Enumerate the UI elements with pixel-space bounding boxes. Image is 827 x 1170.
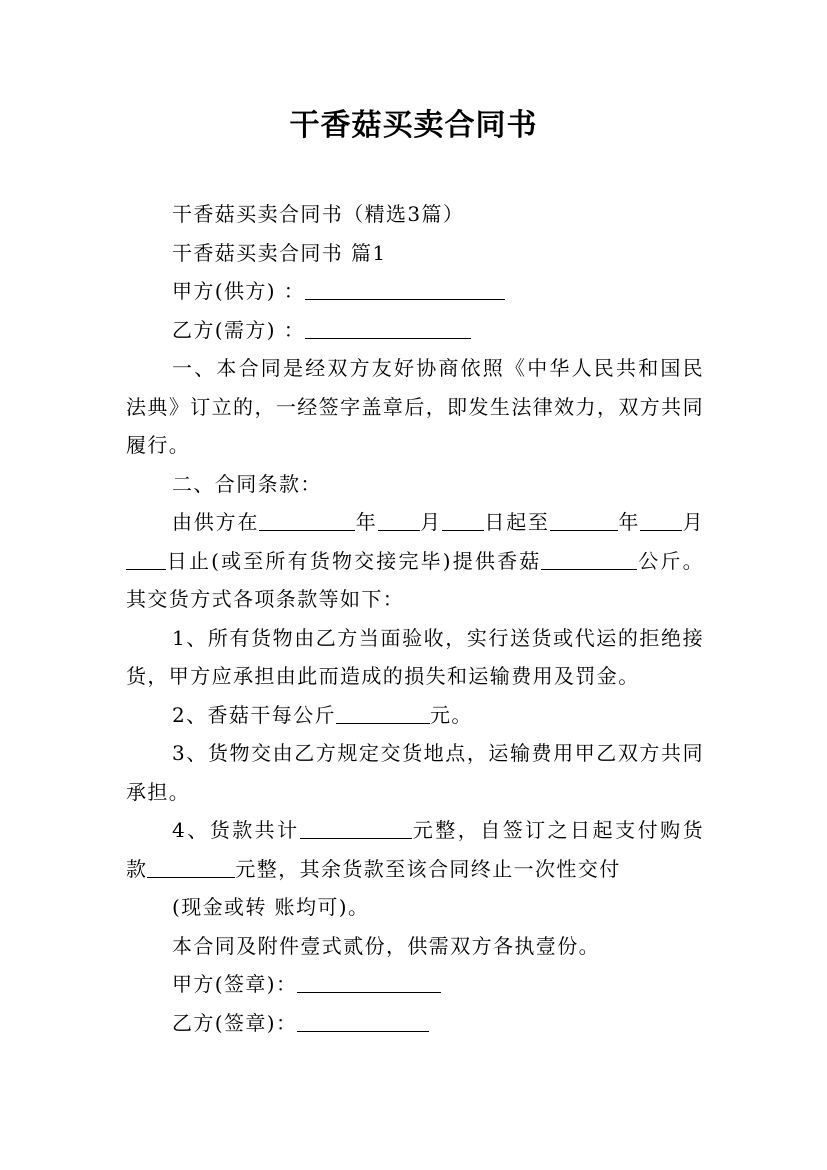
clause-2-text: 公斤。其交货方式各项条款等如下： [126,548,705,611]
end-day-blank[interactable] [126,549,166,570]
subtitle-line: 干香菇买卖合同书（精选3篇） [172,202,465,226]
clause-1: 一、本合同是经双方友好协商依照《中华人民共和国民法典》订立的，一经签字盖章后，即发生法律效力，双方共同履行。 [126,356,704,457]
clause-2-text: 月 [419,510,442,534]
start-day-blank[interactable] [442,510,484,531]
quantity-blank[interactable] [541,549,637,570]
document-title: 干香菇买卖合同书 [289,108,538,143]
end-year-blank[interactable] [550,510,618,531]
clause-2-text: 年 [617,510,641,534]
copies-line: 本合同及附件壹式贰份，供需双方各执壹份。 [172,933,600,958]
clause-2-text: 月 [682,510,704,534]
sign-b-label: 乙方(签章)： [172,1010,298,1035]
item-4 [126,811,704,888]
clause-2-text: 日起至 [483,510,550,534]
item-4-payment-note: (现金或转 账均可)。 [172,895,370,919]
party-a-line [126,272,704,311]
party-b-blank[interactable] [305,318,471,339]
item-4-text: 元整，其余货款至该合同终止一次性交付 [235,856,621,881]
party-b-label: 乙方(需方) ： [172,317,306,342]
clause-2-text: 年 [355,510,378,534]
item-2-text: 元。 [429,702,473,727]
start-month-blank[interactable] [378,510,420,531]
item-4-text: 元整，自签订之日起支付购货款 [126,818,704,881]
clause-2-heading: 二、合同条款： [172,471,322,496]
sign-b-blank[interactable] [297,1011,429,1032]
start-year-blank[interactable] [259,510,355,531]
unit-price-blank[interactable] [336,703,430,724]
sign-b-line [126,1004,704,1043]
end-month-blank[interactable] [640,510,682,531]
sign-a-line [126,965,704,1004]
section-heading: 干香菇买卖合同书 篇1 [172,240,387,265]
clause-2-body [126,503,704,619]
clause-2-text: 日止(或至所有货物交接完毕)提供香菇 [166,548,542,573]
total-amount-blank[interactable] [300,818,412,839]
sign-a-blank[interactable] [297,972,441,993]
party-a-label: 甲方(供方) ： [172,279,306,303]
item-1: 1、所有货物由乙方当面验收，实行送货或代运的拒绝接货，甲方应承担由此而造成的损失和运输费用及罚金。 [126,625,704,688]
party-b-line [126,311,704,350]
document-body [126,195,704,1042]
item-4-text: 4、货款共计 [172,818,300,842]
item-2-text: 2、香菇干每公斤 [172,702,336,727]
party-a-blank[interactable] [305,279,505,300]
sign-a-label: 甲方(签章)： [172,972,298,996]
item-3: 3、货物交由乙方规定交货地点，运输费用甲乙双方共同承担。 [126,741,704,804]
advance-payment-blank[interactable] [147,857,235,878]
item-2 [126,696,704,735]
clause-2-text: 由供方在 [172,510,260,534]
